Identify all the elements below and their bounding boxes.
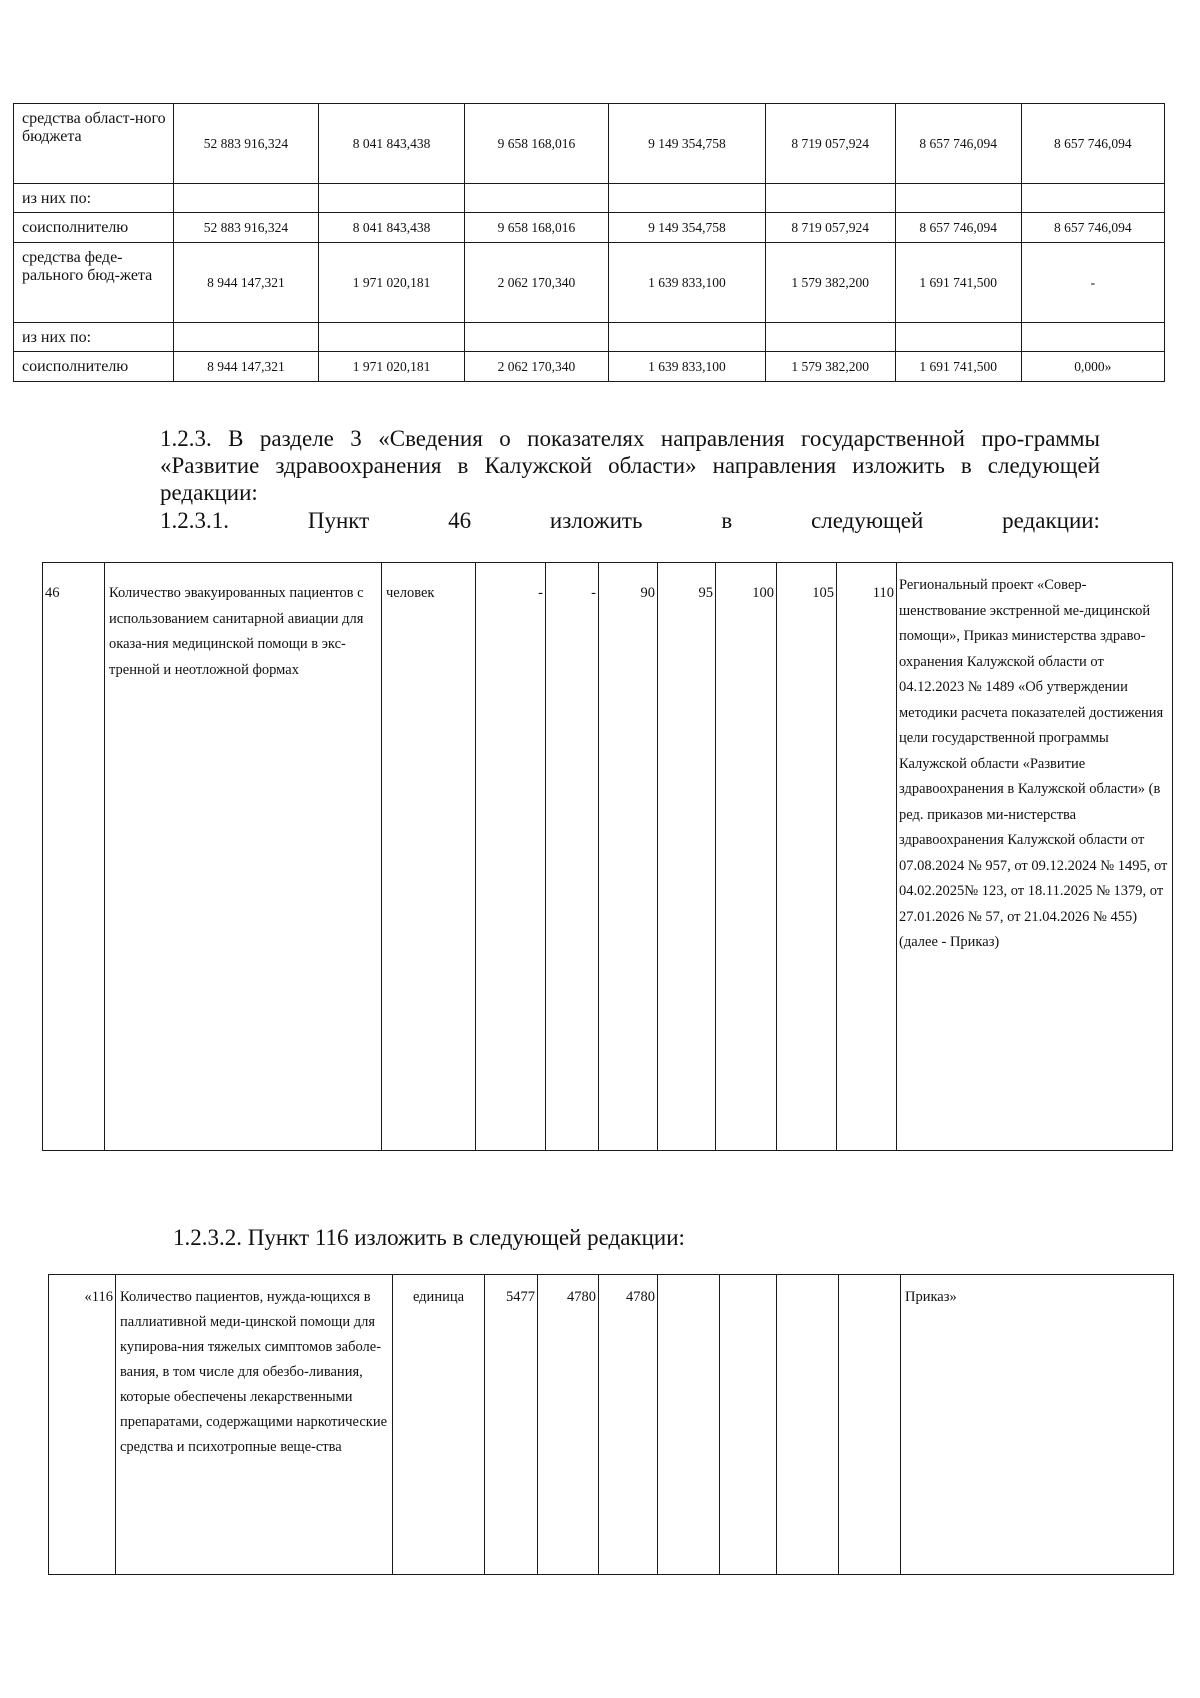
value-cell: 0,000» xyxy=(1021,352,1164,382)
value-cell: 1 691 741,500 xyxy=(895,352,1021,382)
funding-row xyxy=(14,323,1165,352)
value-cell xyxy=(173,323,319,352)
word: в xyxy=(721,508,733,533)
value-cell xyxy=(319,323,465,352)
value-cell xyxy=(1021,184,1164,213)
item-number: 46 xyxy=(43,563,105,1151)
value-cell: 105 xyxy=(777,563,837,1151)
value-cell: 4780 xyxy=(538,1275,599,1575)
value-cell: 8 657 746,094 xyxy=(895,213,1021,243)
value-cell xyxy=(319,184,465,213)
indicator-row xyxy=(49,1275,1174,1575)
value-cell: 1 971 020,181 xyxy=(319,352,465,382)
row-label: средства област-ного бюджета xyxy=(14,104,174,184)
value-cell: 9 658 168,016 xyxy=(464,213,608,243)
value-cell: 100 xyxy=(716,563,777,1151)
value-cell: 5477 xyxy=(485,1275,538,1575)
section-1-2-3-2-text: 1.2.3.2. Пункт 116 изложить в следующей редакции: xyxy=(173,1225,685,1250)
funding-row xyxy=(14,243,1165,323)
funding-row xyxy=(14,352,1165,382)
row-label: средства феде-рального бюд-жета xyxy=(14,243,174,323)
value-cell: - xyxy=(546,563,599,1151)
value-cell: 8 719 057,924 xyxy=(765,213,895,243)
value-cell xyxy=(464,184,608,213)
word: 1.2.3.1. xyxy=(160,508,229,533)
unit: единица xyxy=(393,1275,485,1575)
value-cell xyxy=(658,1275,720,1575)
row-label: из них по: xyxy=(14,323,174,352)
funding-row xyxy=(14,184,1165,213)
value-cell: 110 xyxy=(837,563,897,1151)
value-cell xyxy=(765,184,895,213)
row-label: соисполнителю xyxy=(14,352,174,382)
word: следующей xyxy=(811,508,924,533)
value-cell xyxy=(720,1275,777,1575)
value-cell: 8 657 746,094 xyxy=(1021,213,1164,243)
value-cell: 95 xyxy=(658,563,716,1151)
value-cell xyxy=(839,1275,901,1575)
value-cell: 2 062 170,340 xyxy=(464,243,608,323)
row-label: соисполнителю xyxy=(14,213,174,243)
value-cell: - xyxy=(476,563,546,1151)
value-cell: 52 883 916,324 xyxy=(173,213,319,243)
value-cell: 1 579 382,200 xyxy=(765,352,895,382)
value-cell: 9 149 354,758 xyxy=(609,213,765,243)
value-cell xyxy=(173,184,319,213)
value-cell xyxy=(777,1275,839,1575)
word: 46 xyxy=(448,508,472,533)
value-cell: 90 xyxy=(599,563,658,1151)
value-cell: 8 657 746,094 xyxy=(895,104,1021,184)
value-cell: 1 639 833,100 xyxy=(609,243,765,323)
value-cell: 2 062 170,340 xyxy=(464,352,608,382)
source-document: Региональный проект «Совер-шенствование экстренной ме-дицинской помощи», Приказ министерства здраво-охранения Калужской области от 04.12.2023 № 1489 «Об утверждении методики расчета показателей достижения цели государственной программы Калужской области «Развитие здравоохранения в Калужской области» (в ред. приказов ми-нистерства здравоохранения Калужской области от 07.08.2024 № 957, от 09.12.2024 № 1495, от 04.02.2025№ 123, от 18.11.2025 № 1379, от 27.01.2026 № 57, от 21.04.2026 № 455) (далее - Приказ) xyxy=(897,563,1173,1151)
value-cell xyxy=(765,323,895,352)
value-cell: 8 719 057,924 xyxy=(765,104,895,184)
value-cell xyxy=(895,184,1021,213)
word: редакции: xyxy=(1002,508,1100,533)
row-label: из них по: xyxy=(14,184,174,213)
section-1-2-3-1-text xyxy=(160,507,1100,534)
value-cell: 8 041 843,438 xyxy=(319,213,465,243)
funding-row xyxy=(14,104,1165,184)
value-cell: 9 149 354,758 xyxy=(609,104,765,184)
source-document: Приказ» xyxy=(901,1275,1174,1575)
value-cell: 8 944 147,321 xyxy=(173,352,319,382)
value-cell: 1 639 833,100 xyxy=(609,352,765,382)
funding-table xyxy=(13,103,1165,382)
value-cell: 8 041 843,438 xyxy=(319,104,465,184)
indicator-name: Количество эвакуированных пациентов с использованием санитарной авиации для оказа-ния медицинской помощи в экс-тренной и неотложной формах xyxy=(105,563,382,1151)
value-cell: - xyxy=(1021,243,1164,323)
value-cell: 4780 xyxy=(599,1275,658,1575)
value-cell xyxy=(609,184,765,213)
item-number: «116 xyxy=(49,1275,116,1575)
word: изложить xyxy=(549,508,643,533)
value-cell: 8 944 147,321 xyxy=(173,243,319,323)
indicator-116-table xyxy=(48,1274,1174,1575)
value-cell xyxy=(1021,323,1164,352)
value-cell: 1 971 020,181 xyxy=(319,243,465,323)
value-cell xyxy=(609,323,765,352)
word: Пункт xyxy=(307,508,370,533)
indicator-46-table xyxy=(42,562,1173,1151)
value-cell: 8 657 746,094 xyxy=(1021,104,1164,184)
funding-row xyxy=(14,213,1165,243)
value-cell xyxy=(464,323,608,352)
indicator-name: Количество пациентов, нужда-ющихся в паллиативной меди-цинской помощи для купирова-ния тяжелых симптомов заболе-вания, в том числе для обезбо-ливания, которые обеспечены лекарственными препаратами, содержащими наркотические средства и психотропные веще-ства xyxy=(116,1275,393,1575)
unit: человек xyxy=(382,563,476,1151)
value-cell: 1 579 382,200 xyxy=(765,243,895,323)
value-cell: 9 658 168,016 xyxy=(464,104,608,184)
indicator-row xyxy=(43,563,1173,1151)
section-1-2-3-text: 1.2.3. В разделе 3 «Сведения о показателях направления государственной про-граммы «Развитие здравоохранения в Калужской области» направления изложить в следующей редакции: xyxy=(160,426,1100,505)
value-cell: 52 883 916,324 xyxy=(173,104,319,184)
value-cell xyxy=(895,323,1021,352)
value-cell: 1 691 741,500 xyxy=(895,243,1021,323)
